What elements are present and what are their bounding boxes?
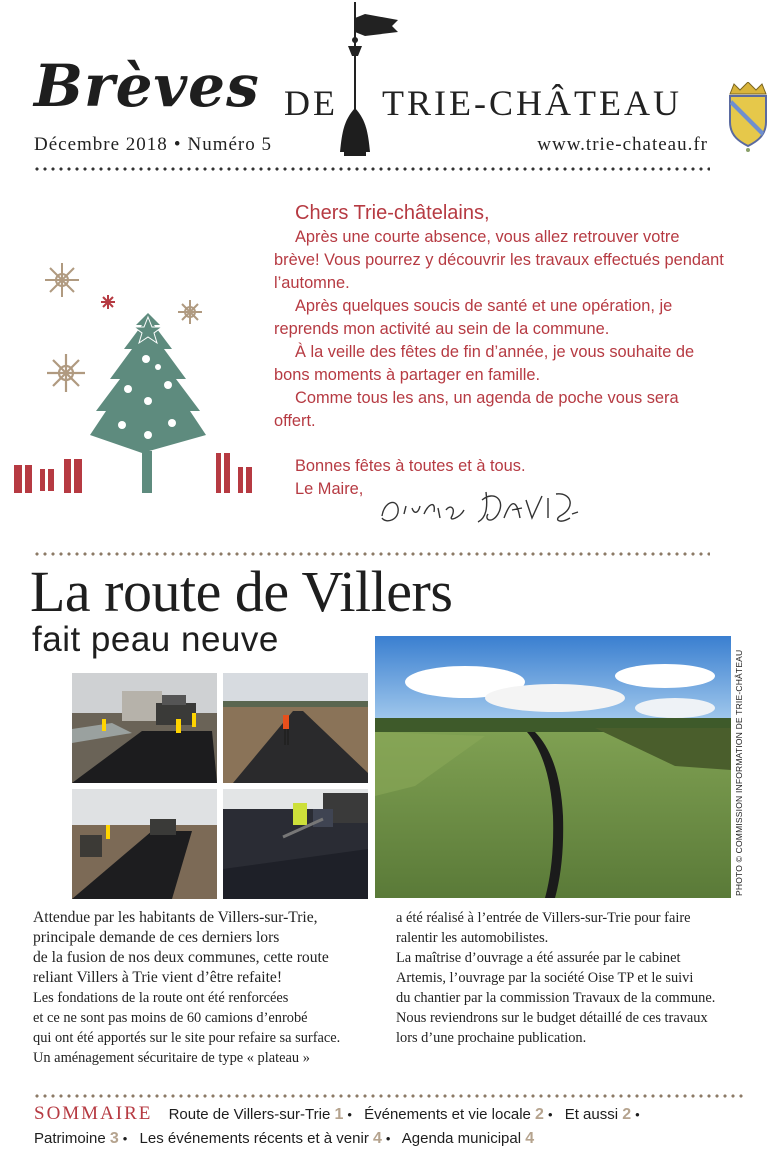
section-divider <box>33 552 710 556</box>
christmas-illustration <box>10 255 260 500</box>
worker-raking-photo <box>223 789 368 899</box>
toc-item-title: Patrimoine <box>34 1130 106 1147</box>
article-body-line: Un aménagement sécuritaire de type « plateau » <box>33 1050 310 1066</box>
article-body-line: et ce ne sont pas moins de 60 camions d’enrobé <box>33 1010 308 1026</box>
article-body-line: du chantier par la commission Travaux de la commune. <box>396 990 716 1006</box>
issue-number: Numéro 5 <box>187 134 272 155</box>
masthead-title-script: Brèves <box>34 52 260 120</box>
editorial-paragraph: Après une courte absence, vous allez retrouver votre brève! Vous pourrez y découvrir les travaux effectués pendant l’automne. <box>274 228 724 292</box>
toc-item-title: Les événements récents et à venir <box>139 1130 369 1147</box>
toc-line <box>34 1127 754 1151</box>
article-body-line: a été réalisé à l’entrée de Villers-sur-Trie pour faire <box>396 910 691 926</box>
toc-separator: • <box>547 1107 553 1122</box>
issue-separator: • <box>173 134 182 155</box>
toc-item[interactable] <box>565 1106 631 1123</box>
editorial-signoff: Le Maire, <box>295 480 364 498</box>
toc-item-title: Agenda municipal <box>401 1130 522 1147</box>
mayor-signature <box>376 478 596 532</box>
toc-item-title: Route de Villers-sur-Trie <box>168 1106 331 1123</box>
toc-item-title: Événements et vie locale <box>364 1106 531 1123</box>
editorial-paragraph: À la veille des fêtes de fin d’année, je vous souhaite de bons moments à partager en famille. <box>274 343 695 384</box>
article-lead-line: de la fusion de nos deux communes, cette route <box>33 949 329 966</box>
article-headline: La route de Villers <box>30 559 453 624</box>
snowflake-icon <box>178 300 202 324</box>
article-lead-line: principale demande de ces derniers lors <box>33 929 280 946</box>
photo-credit: PHOTO © COMMISSION INFORMATION DE TRIE-CHÂTEAU <box>734 649 744 896</box>
gift-icon <box>14 447 252 493</box>
star-icon <box>101 295 115 309</box>
toc-item[interactable] <box>140 1130 382 1147</box>
sommaire-divider <box>33 1094 743 1098</box>
toc-separator: • <box>347 1107 352 1122</box>
christmas-tree-icon <box>90 313 206 493</box>
toc-line <box>34 1102 754 1127</box>
paving-crew-photo <box>72 789 217 899</box>
aerial-road-photo <box>375 636 731 898</box>
toc-item[interactable] <box>34 1130 119 1147</box>
website-link[interactable]: www.trie-chateau.fr <box>537 134 708 155</box>
toc-item-title: Et aussi <box>564 1106 619 1123</box>
toc-label: SOMMAIRE <box>34 1103 153 1124</box>
fresh-asphalt-photo <box>223 673 368 783</box>
snowflake-icon <box>45 263 79 297</box>
article-body-line: Artemis, l’ouvrage par la société Oise TP et le suivi <box>396 970 694 986</box>
toc-separator: • <box>122 1131 128 1146</box>
town-crest-icon <box>726 82 770 154</box>
editorial-closing: Bonnes fêtes à toutes et à tous. <box>295 457 526 475</box>
table-of-contents <box>34 1102 754 1151</box>
article-subheadline: fait peau neuve <box>32 620 279 659</box>
article-lead-line: reliant Villers à Trie vient d’être refaite! <box>33 969 283 986</box>
issue-date: Décembre 2018 <box>34 134 168 155</box>
toc-separator: • <box>385 1131 391 1146</box>
article-column-right <box>396 908 756 1048</box>
article-body-line: qui ont été apportés sur le site pour refaire sa surface. <box>33 1030 341 1046</box>
toc-item[interactable] <box>364 1106 544 1123</box>
toc-item-page: 2 <box>622 1106 632 1123</box>
toc-item-page: 3 <box>109 1130 119 1147</box>
snowflake-icon <box>47 354 85 392</box>
article-body-line: Les fondations de la route ont été renforcées <box>33 990 289 1006</box>
editorial-greeting: Chers Trie-châtelains, <box>295 202 490 224</box>
editorial-paragraph: Comme tous les ans, un agenda de poche vous sera offert. <box>274 389 679 430</box>
toc-item[interactable] <box>402 1130 534 1147</box>
toc-separator: • <box>635 1107 640 1122</box>
masthead-title-de: DE <box>284 83 338 123</box>
toc-item-page: 4 <box>525 1130 535 1147</box>
editorial-paragraph: Après quelques soucis de santé et une opération, je reprends mon activité au sein de la commune. <box>274 297 673 338</box>
article-body-line: lors d’une prochaine publication. <box>396 1030 587 1046</box>
toc-item[interactable] <box>169 1106 344 1123</box>
article-body-line: Nous reviendrons sur le budget détaillé de ces travaux <box>396 1010 708 1026</box>
toc-item-page: 1 <box>334 1106 344 1123</box>
masthead-divider <box>33 167 710 171</box>
article-column-left <box>33 908 373 1068</box>
issue-line <box>34 134 272 156</box>
toc-item-page: 2 <box>535 1106 544 1123</box>
paving-machine-photo <box>72 673 217 783</box>
mayor-editorial <box>274 202 724 501</box>
weathervane-icon <box>334 0 404 160</box>
article-lead-line: Attendue par les habitants de Villers-sur-Trie, <box>33 909 318 926</box>
toc-item-page: 4 <box>372 1130 382 1147</box>
masthead-title-town: TRIE-CHÂTEAU <box>382 83 682 123</box>
article-body-line: La maîtrise d’ouvrage a été assurée par le cabinet <box>396 950 681 966</box>
article-body-line: ralentir les automobilistes. <box>396 930 549 946</box>
